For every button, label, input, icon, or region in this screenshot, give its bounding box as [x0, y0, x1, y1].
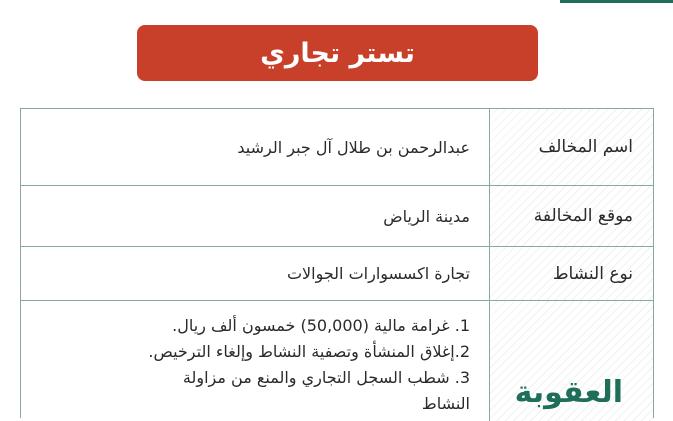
top-rule: [560, 0, 673, 3]
penalty-list: [21, 313, 488, 417]
table-row-activity-type: [21, 247, 653, 301]
violation-table: [20, 108, 654, 418]
penalty-label-cell: [489, 301, 653, 421]
activity-type-label: نوع النشاط: [489, 247, 653, 300]
violation-location-label: موقع المخالفة: [489, 186, 653, 246]
violation-location-value: مدينة الرياض: [383, 206, 470, 226]
penalty-item: النشاط: [421, 394, 470, 413]
page-title: تستر تجاري: [260, 37, 415, 69]
table-row-penalty: [21, 301, 653, 421]
penalty-item: 3. شطب السجل التجاري والمنع من مزاولة: [182, 368, 470, 387]
penalty-item: 1. غرامة مالية (50,000) خمسون ألف ريال.: [172, 316, 470, 335]
penalty-label: العقوبة: [514, 375, 623, 410]
violator-name-value: عبدالرحمن بن طلال آل جبر الرشيد: [237, 137, 470, 157]
page-title-banner: [137, 25, 538, 81]
activity-type-value: تجارة اكسسوارات الجوالات: [286, 264, 470, 283]
penalty-item: 2.إغلاق المنشأة وتصفية النشاط وإلغاء الترخيص.: [148, 342, 470, 361]
violator-name-label: اسم المخالف: [489, 109, 653, 185]
table-row-violator-name: [21, 109, 653, 186]
table-row-violation-location: [21, 186, 653, 247]
